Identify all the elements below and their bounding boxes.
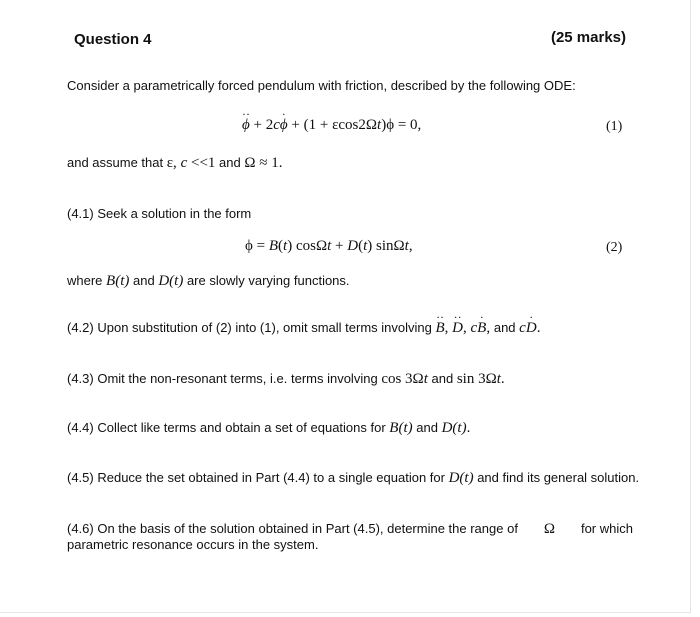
part-4-2: (4.2) Upon substitution of (2) into (1), omit small terms involving ·· B, ·· D, c · B, and c · D.: [67, 310, 541, 336]
where-line: where B(t) and D(t) are slowly varying functions.: [67, 273, 350, 289]
equation-1: ·· ϕ + 2c · ϕ + (1 + εcos2Ωt)ϕ = 0,: [242, 107, 422, 133]
part-4-3: (4.3) Omit the non-resonant terms, i.e. terms involving cos 3Ωt and sin 3Ωt.: [67, 371, 505, 387]
assumption-line: and assume that ε, c <<1 and Ω ≈ 1.: [67, 155, 283, 171]
part-4-1-label: (4.1) Seek a solution in the form: [67, 206, 252, 221]
part-4-5: (4.5) Reduce the set obtained in Part (4.4) to a single equation for D(t) and find its general solution.: [67, 470, 640, 486]
equation-2-number: (2): [606, 240, 623, 255]
phi-dot: · ϕ: [279, 107, 288, 133]
intro-text: Consider a parametrically forced pendulum with friction, described by the following ODE:: [67, 78, 576, 93]
part-4-4: (4.4) Collect like terms and obtain a set of equations for B(t) and D(t).: [67, 420, 471, 436]
phi-ddot: ·· ϕ: [242, 107, 250, 133]
question-marks: (25 marks): [550, 29, 626, 46]
equation-1-number: (1): [606, 119, 623, 134]
question-title: Question 4: [74, 31, 152, 48]
part-4-6: (4.6) On the basis of the solution obtained in Part (4.5), determine the range of Ω for which parametric resonance occurs in the system.: [67, 521, 633, 552]
equation-2: ϕ = B(t) cosΩt + D(t) sinΩt,: [245, 238, 413, 254]
